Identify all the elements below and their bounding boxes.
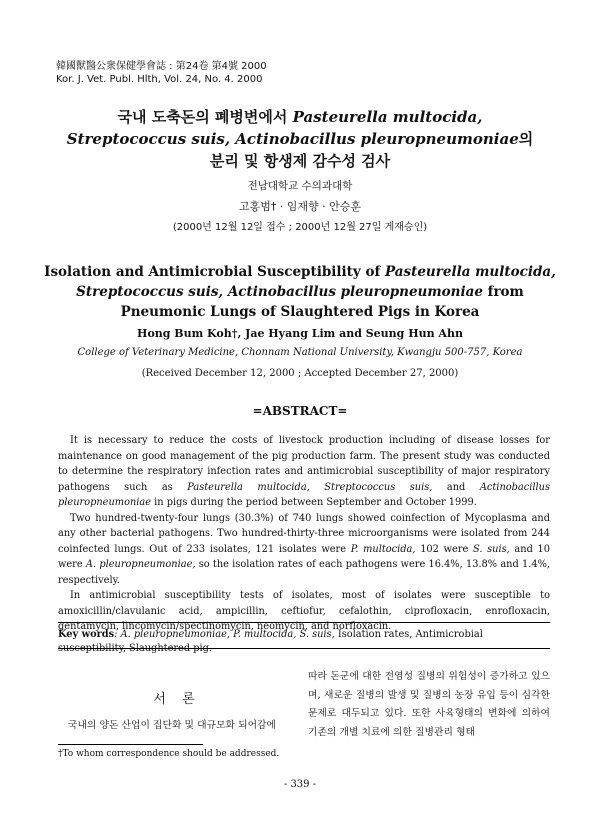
intro-left-column: 국내의 양돈 산업이 집단화 및 대규모화 되어감에: [68, 720, 276, 731]
journal-header: [56, 60, 267, 86]
korean-title-part: 의: [518, 130, 534, 148]
introduction-heading: 서 론: [153, 692, 201, 707]
korean-title-part: 분리 및 항생제 감수성 검사: [209, 152, 391, 170]
intro-right-column: 따라 돈군에 대한 전염성 질병의 위험성이 증가하고 있으며, 새로운 질병의 발생 및 질병의 농장 유입 등이 심각한 문제로 대두되고 있다. 또한 사육형태의 변화에 의하여 기존의 개별 치료에 의한 질병관리 형태: [308, 671, 550, 738]
abstract-text: 102 were: [415, 543, 473, 555]
abstract-text: It is necessary to reduce the costs of livestock production including of disease losses for maintenance on good management of the pig production farm. The present study was conducted to determine the respiratory infection rates and antimicrobial susceptibility of major respiratory pathogens such as: [58, 435, 550, 493]
species-name: P. multocida,: [350, 543, 416, 555]
english-title-part: from: [482, 284, 524, 300]
english-title-part: Pneumonic Lungs of Slaughtered Pigs in Korea: [120, 304, 480, 320]
species-name: S. suis,: [472, 543, 510, 555]
journal-line-korean: 韓國獸醫公衆保健學會誌 : 第24卷 第4號 2000: [56, 61, 267, 72]
footnote-rule: [58, 744, 203, 745]
species-name: A. pleuropneumoniae,: [85, 559, 196, 570]
species-name: Actinobacillus pleuropneumoniae: [58, 481, 550, 508]
abstract-paragraph: In antimicrobial susceptibility tests of isolates, most of isolates were susceptible to amoxicillin/clavulanic acid, ampicillin, ceftiofur, cefalothin, ciprofloxacin, enrofloxacin, gentamycin, lincomycin/spectinomycin, neomycin, and norfloxacin.: [58, 590, 550, 632]
keywords-bottom-rule: [58, 648, 550, 649]
keywords-top-rule: [58, 622, 550, 623]
keywords-line: [58, 628, 550, 656]
english-title-part: Isolation and Antimicrobial Susceptibility of: [44, 264, 385, 280]
species-name: Pasteurella multocida, Streptococcus suis,: [187, 481, 433, 493]
english-title: [0, 262, 600, 322]
journal-line-english: Kor. J. Vet. Publ. Hlth, Vol. 24, No. 4. 2000: [56, 74, 263, 85]
abstract-paragraph: [58, 433, 550, 511]
english-affiliation: College of Veterinary Medicine, Chonnam National University, Kwangju 500-757, Korea: [77, 347, 523, 358]
abstract-text: in pigs during the period between September and October 1999.: [151, 497, 477, 508]
abstract-text: and 10 were: [58, 543, 550, 570]
keywords-label: Key words: [58, 629, 115, 640]
korean-title-species: Streptococcus suis, Actinobacillus pleuropneumoniae: [66, 130, 519, 148]
abstract-text: and: [432, 481, 480, 493]
abstract-text: Two hundred-twenty-four lungs (30.3%) of 740 lungs showed coinfection of Mycoplasma and any other bacterial pathogens. Two hundred-thirty-three microorganisms were isolated from 244 coinfected lungs. Out of 233 isolates, 121 isolates were: [58, 512, 550, 555]
korean-title-part: 국내 도축돈의 폐병변에서: [117, 108, 293, 126]
english-title-species: Pasteurella multocida,: [384, 264, 556, 280]
abstract-text: so the isolation rates of each pathogens were 16.4%, 13.8% and 1.4%, respectively.: [58, 559, 550, 586]
page-number: - 339 -: [283, 779, 317, 790]
english-received-dates: (Received December 12, 2000 ; Accepted December 27, 2000): [141, 368, 459, 379]
abstract-heading: =ABSTRACT=: [252, 404, 348, 418]
korean-title-species: Pasteurella multocida,: [292, 108, 483, 126]
abstract-body: [58, 433, 550, 635]
korean-authors: 고홍범† · 임재향 · 안승훈: [238, 200, 362, 213]
korean-title: [0, 106, 600, 172]
korean-received-dates: (2000년 12월 12일 접수 ; 2000년 12월 27일 게재승인): [172, 222, 428, 233]
footnote: †To whom correspondence should be addressed.: [58, 749, 280, 759]
keywords-rest: Isolation rates, Antimicrobial susceptibility, Slaughtered pig.: [58, 629, 483, 654]
abstract-paragraph: [58, 511, 550, 589]
english-authors: Hong Bum Koh†, Jae Hyang Lim and Seung Hun Ahn: [137, 327, 463, 340]
korean-affiliation: 전남대학교 수의과대학: [247, 180, 353, 192]
keywords-species: : A. pleuropneumoniae, P. multocida, S. suis,: [114, 629, 335, 640]
english-title-species: Streptococcus suis, Actinobacillus pleuropneumoniae: [76, 284, 483, 300]
